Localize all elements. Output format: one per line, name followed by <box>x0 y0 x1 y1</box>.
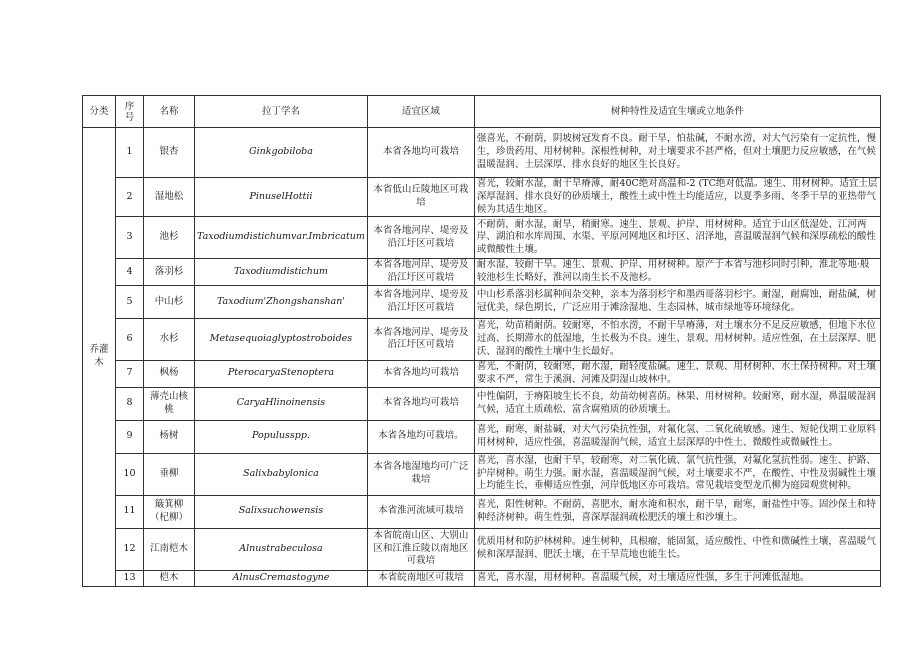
region-cell: 本省各地均可栽培。 <box>367 420 474 453</box>
latin-name-cell: Ginkgobiloba <box>195 128 368 178</box>
table-row <box>83 217 881 259</box>
table-row <box>83 360 881 387</box>
number-cell: 4 <box>116 259 144 286</box>
number-cell: 12 <box>116 528 144 570</box>
name-cell: 枫杨 <box>144 360 195 387</box>
region-cell: 本省各地均可栽培 <box>367 128 474 178</box>
region-cell: 本省各地河岸、堤旁及沿江圩区可栽培 <box>367 259 474 286</box>
name-cell: 薄壳山核桃 <box>144 387 195 420</box>
table-row <box>83 178 881 217</box>
table-row <box>83 570 881 586</box>
number-cell: 11 <box>116 495 144 528</box>
number-cell: 6 <box>116 318 144 360</box>
description-cell: 强喜光，不耐荫，阴坡树冠发育不良。耐干旱，怕盐碱，不耐水涝，对大气污染有一定抗性，慢生，珍贵药用、用材树种。深根性树种，对土壤要求不甚严格，但对土壤肥力反应敏感，在气候温暖湿润、土层深厚、排水良好的地区生长良好。 <box>474 128 880 178</box>
table-row <box>83 453 881 495</box>
latin-name-cell: CaryaHlinoinensis <box>195 387 368 420</box>
latin-name-cell: Populusspp. <box>195 420 368 453</box>
header-name: 名称 <box>144 96 195 128</box>
table-row <box>83 420 881 453</box>
latin-name-cell: Alnustrabeculosa <box>195 528 368 570</box>
name-cell: 银杏 <box>144 128 195 178</box>
region-cell: 本省各地河岸、堤旁及沿江圩区可栽培 <box>367 285 474 318</box>
description-cell: 耐水湿，较耐干旱。速生、景观、护岸、用材树种。原产于本省与池杉同时引种，淮北等地·般较池杉生长略好，淮河以南生长不及池杉。 <box>474 259 880 286</box>
region-cell: 本省各地湿地均可广泛栽培 <box>367 453 474 495</box>
species-table <box>82 95 881 587</box>
name-cell: 中山杉 <box>144 285 195 318</box>
number-cell: 1 <box>116 128 144 178</box>
name-cell: 水杉 <box>144 318 195 360</box>
number-cell: 2 <box>116 178 144 217</box>
region-cell: 本省淮河流域可栽培 <box>367 495 474 528</box>
name-cell: 落羽杉 <box>144 259 195 286</box>
header-row <box>83 96 881 128</box>
region-cell: 本省低山丘陵地区可栽培 <box>367 178 474 217</box>
header-category: 分类 <box>83 96 116 128</box>
latin-name-cell: AlnusCremastogyne <box>195 570 368 586</box>
name-cell: 簸箕柳（杞柳） <box>144 495 195 528</box>
description-cell: 喜光，耐寒，耐盐碱，对大气污染抗性强，对氟化氢、二氧化硫敏感。速生、短轮伐期工业原料用材树种，适应性强，喜温暖湿润气候，适宜土层深厚的中性土、微酸性或微碱性土。 <box>474 420 880 453</box>
name-cell: 池杉 <box>144 217 195 259</box>
name-cell: 江南桤木 <box>144 528 195 570</box>
region-cell: 本省皖南地区可栽培 <box>367 570 474 586</box>
category-cell: 乔灌木 <box>83 128 116 587</box>
description-cell: 中性偏阴，于瘠阳坡生长不良，幼苗幼树喜荫。林果、用材树种。较耐寒，耐水湿，鼻温暖湿润气候，适宜土质疏松、富含腐殖质的砂质壤土。 <box>474 387 880 420</box>
name-cell: 桤木 <box>144 570 195 586</box>
latin-name-cell: Metasequoiaglyptostroboides <box>195 318 368 360</box>
table-row <box>83 285 881 318</box>
table-row <box>83 128 881 178</box>
header-description: 树种特性及适宜生壤或立地条件 <box>474 96 880 128</box>
description-cell: 喜光，喜水湿，用材树种。喜温暖气候，对土壤适应性强，多生于河滩低湿地。 <box>474 570 880 586</box>
number-cell: 9 <box>116 420 144 453</box>
number-cell: 5 <box>116 285 144 318</box>
region-cell: 本省各地均可栽培 <box>367 360 474 387</box>
region-cell: 本省各地均可栽培 <box>367 387 474 420</box>
number-cell: 8 <box>116 387 144 420</box>
description-cell: 不耐荫，耐水湿，耐旱，稍耐寒。速生、景观、护岸、用材树种。适宜于山区低湿处、江河两岸、湖泊和水库周围、水渠、平原河网地区和圩区、沼泽地，喜温暖湿润气候和深厚疏松的酸性或微酸性土壤。 <box>474 217 880 259</box>
number-cell: 3 <box>116 217 144 259</box>
region-cell: 本省各地河岸、堤旁及沿江圩区可栽培 <box>367 217 474 259</box>
latin-name-cell: Taxodiumdistichum <box>195 259 368 286</box>
number-cell: 13 <box>116 570 144 586</box>
header-number: 序号 <box>116 96 144 128</box>
table-row <box>83 387 881 420</box>
name-cell: 湿地松 <box>144 178 195 217</box>
description-cell: 喜光，阳性树种。不耐荫，喜肥水，耐水淹和积水，耐干旱，耐寒，耐盐性中等。固沙保土和特种经济树种。萌生性强，喜深厚湿润疏松肥沃的壤土和沙壤土。 <box>474 495 880 528</box>
table-row <box>83 528 881 570</box>
table-row <box>83 318 881 360</box>
table-row <box>83 259 881 286</box>
latin-name-cell: Taxodiumdistichumvar.Imbricatum <box>195 217 368 259</box>
name-cell: 杨树 <box>144 420 195 453</box>
number-cell: 10 <box>116 453 144 495</box>
description-cell: 优质用材和防护林树种。速生树种，具根瘤，能固氮，适应酸性、中性和微碱性土壤，喜温暖气候和深厚湿润、肥沃土壤，在干旱荒地也能生长。 <box>474 528 880 570</box>
description-cell: 中山杉系落羽杉属种间杂交种，亲本为落羽杉宇和墨西哥落羽杉宇。耐湿，耐腐蚀，耐盐碱，树冠优美，绿色期长，广泛应用于滩涂湿地、生态园林、城市绿地等环境绿化。 <box>474 285 880 318</box>
table-row <box>83 495 881 528</box>
number-cell: 7 <box>116 360 144 387</box>
header-region: 适宜区域 <box>367 96 474 128</box>
description-cell: 喜光，不耐荫，较耐寒，耐水湿，耐轻度盐碱。速生、景观、用材树种、水土保持树种。对土壤要求不严，常生于溪涧、河滩及阴湿山坡林中。 <box>474 360 880 387</box>
description-cell: 喜光，较耐水湿，耐干旱瘠薄，耐40C绝对高温和-2 (TC绝对低温。速生、用材树种。适宜土层深厚湿润、排水良好的砂质壤土，酸性土或中性土均能适应，以夏季多雨、冬季干旱的亚热带气候为其适生地区。 <box>474 178 880 217</box>
description-cell: 喜光，喜水湿，也耐干旱，较耐寒，对二氧化硫、氯气抗性强，对氟化氢抗性弱。速生、护路、护岸树种。萌生力强。耐水湿，喜温暖湿润气候，对土壤要求不严，在酸性、中性及弱碱性土壤上均能生长，垂柳适应性强，河岸低地区亦可栽培。常见栽培变型龙爪柳为庭园观赏树种。 <box>474 453 880 495</box>
latin-name-cell: Taxodium'Zhongshanshan' <box>195 285 368 318</box>
name-cell: 垂柳 <box>144 453 195 495</box>
latin-name-cell: Salixsuchowensis <box>195 495 368 528</box>
region-cell: 本省皖南山区、大别山区和江淮丘陵以南地区可栽培 <box>367 528 474 570</box>
description-cell: 喜光，幼苗稍耐荫。较耐寒，不怕水涝，不耐干旱瘠薄，对土壤水分不足反应敏感，但地下水位过高、长期滞水的低湿地，生长极为不良。速生、景观、用材树种。适应性强，在土层深厚、肥沃、湿润的酸性土壤中生长最好。 <box>474 318 880 360</box>
header-latin: 拉丁学名 <box>195 96 368 128</box>
region-cell: 本省各地河岸、堤旁及沿江圩区可栽培 <box>367 318 474 360</box>
latin-name-cell: Salixbabylonica <box>195 453 368 495</box>
latin-name-cell: PterocaryaStenoptera <box>195 360 368 387</box>
latin-name-cell: PinuselHottii <box>195 178 368 217</box>
